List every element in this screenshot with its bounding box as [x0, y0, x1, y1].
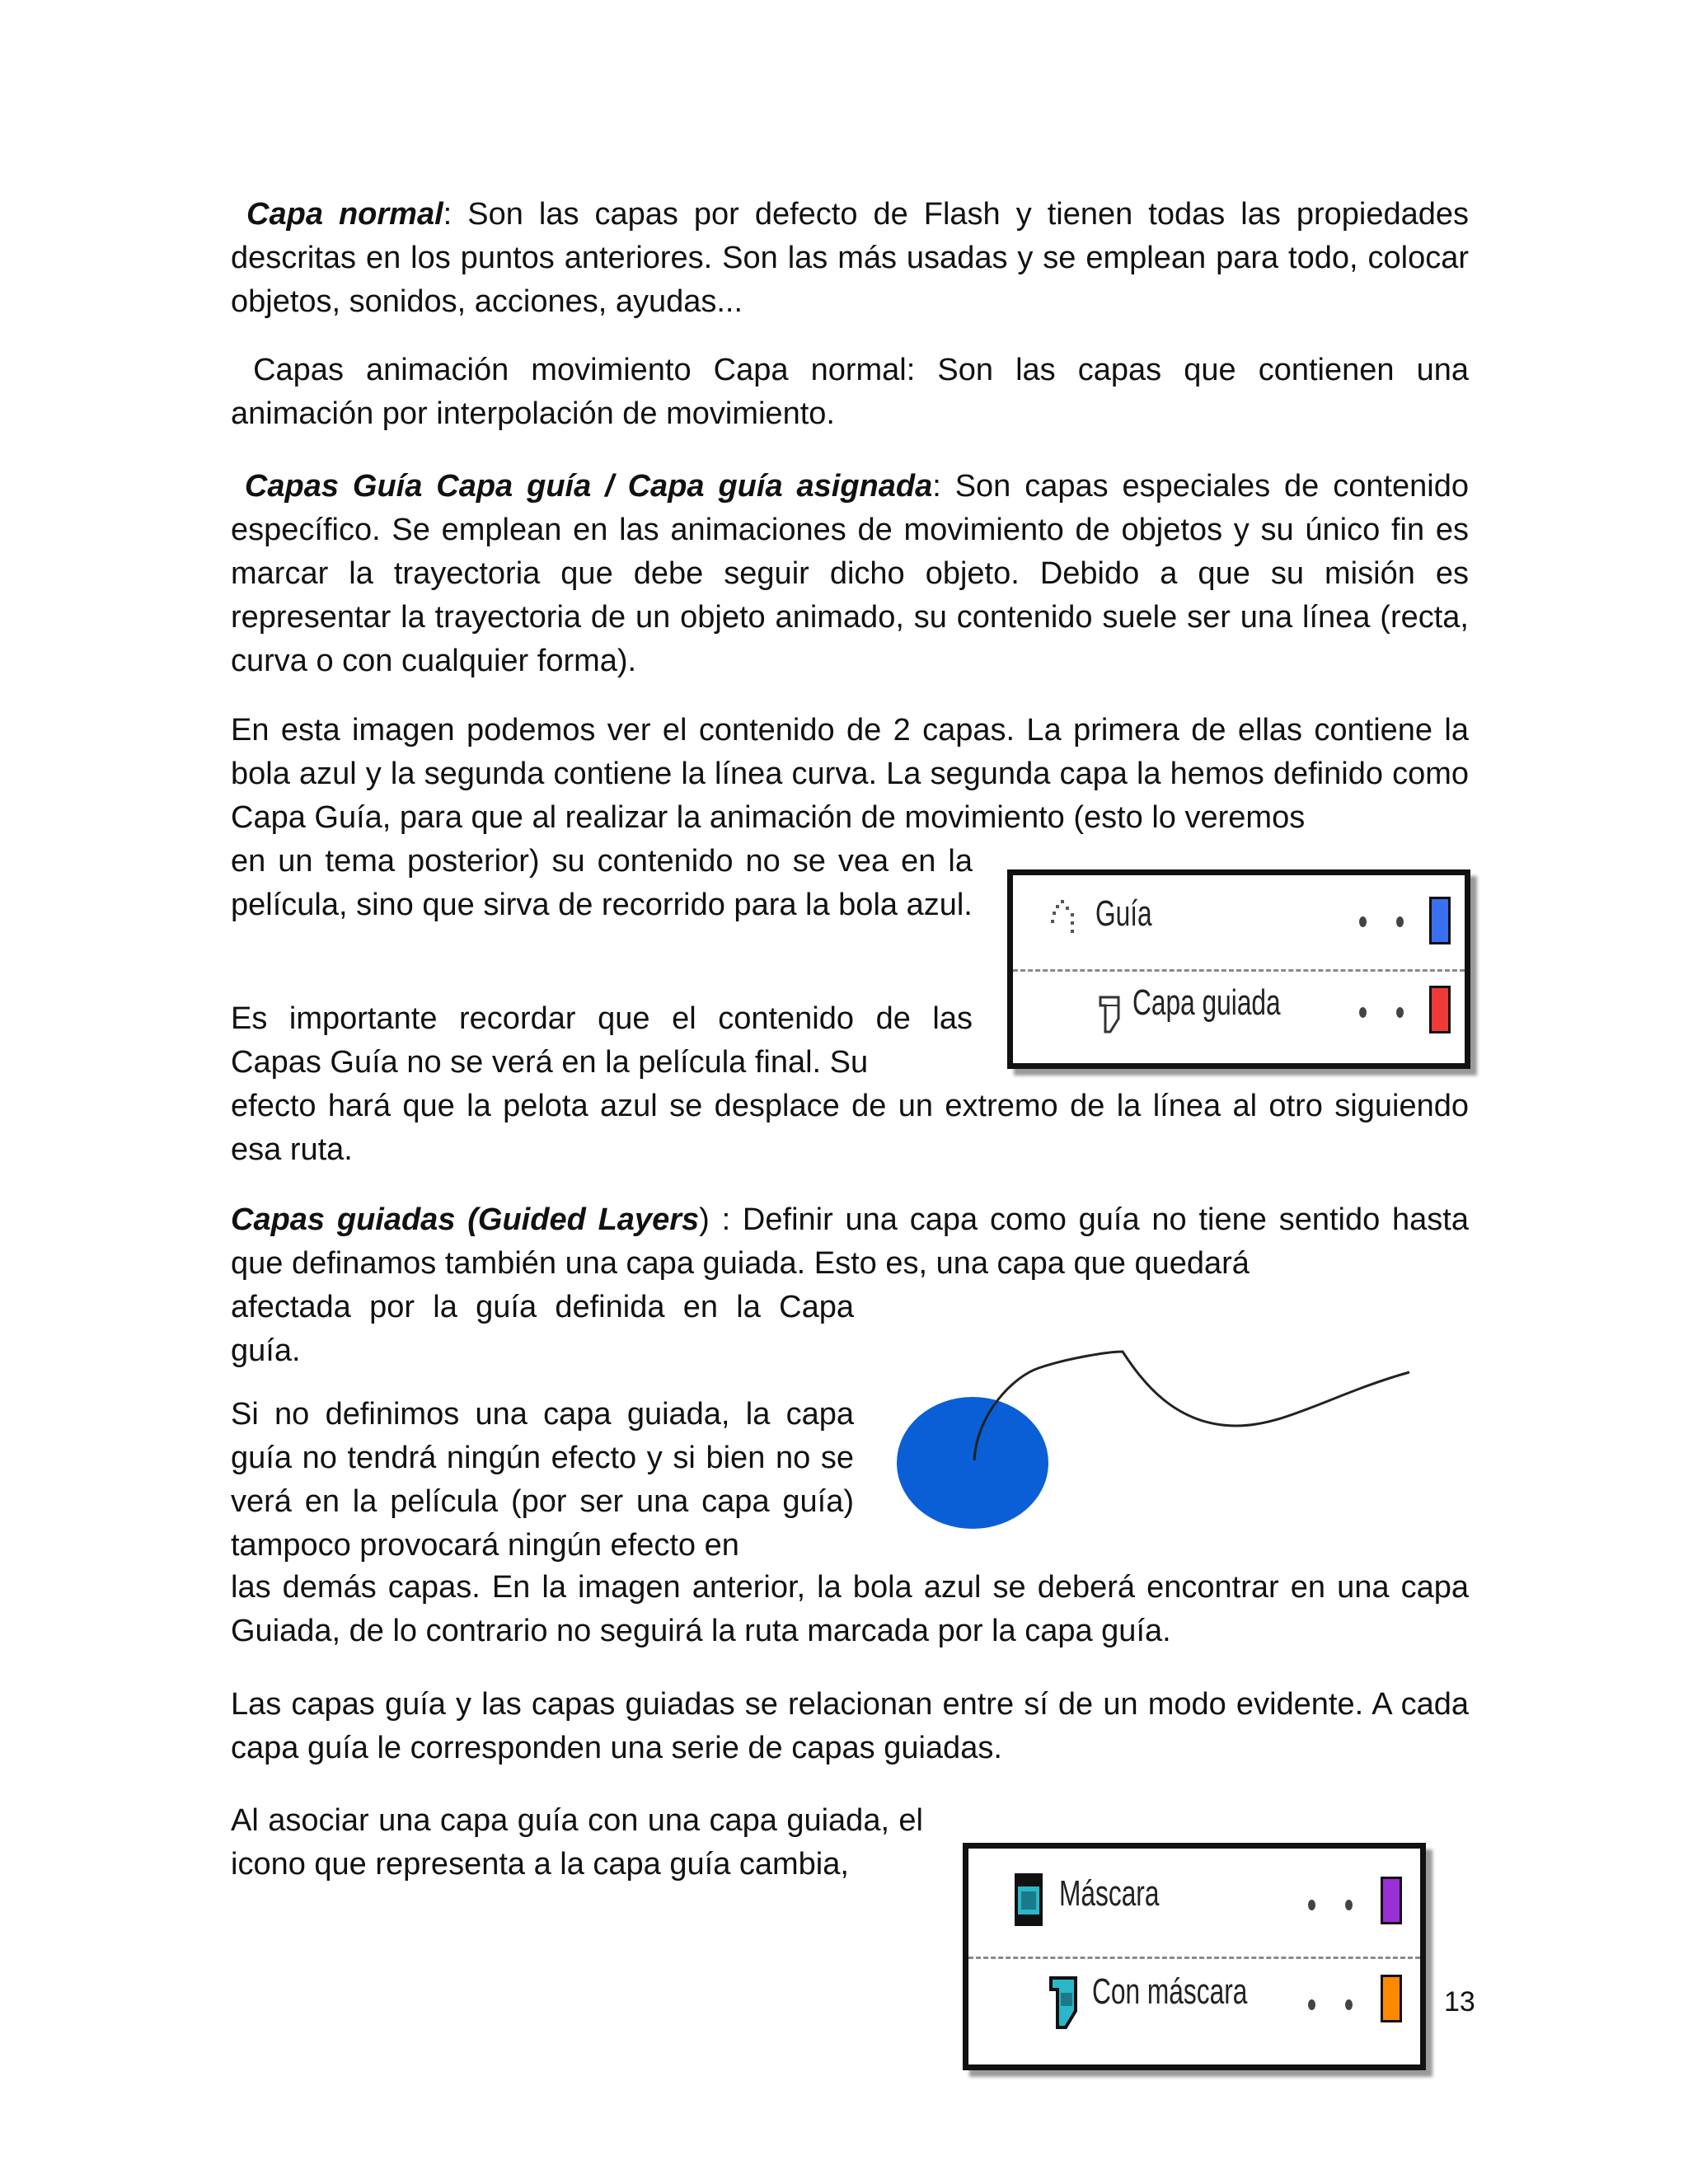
- layer-row-capa-guiada: [1013, 969, 1465, 1063]
- visibility-dot: [1359, 916, 1367, 927]
- paragraph-text: en un tema posterior) su contenido no se vea en la película, sino que sirva de recorrido para la bola azul.: [231, 844, 973, 922]
- lock-dot: [1345, 1999, 1353, 2010]
- layer-label-guia: Guía: [1095, 893, 1152, 934]
- layer-row-con-mascara: [968, 1957, 1420, 2064]
- paragraph-capa-normal: [231, 193, 1469, 324]
- paragraph-text: : Son las capas por defecto de Flash y tienen todas las propiedades descritas en los puntos anteriores. Son las más usadas y se emplean para todo, colocar objetos, sonidos, acciones, ayudas...: [231, 197, 1470, 319]
- visibility-dot: [1308, 1900, 1315, 1910]
- paragraph-capas-guia: [231, 465, 1469, 683]
- page-number: 13: [1444, 1986, 1475, 2018]
- paragraph-text: efecto hará que la pelota azul se desplace de un extremo de la línea al otro siguiendo esa ruta.: [231, 1089, 1469, 1167]
- layer-label-capa-guiada: Capa guiada: [1132, 982, 1281, 1023]
- paragraph-text: ) : Definir una capa como guía no tiene sentido hasta que definamos también una capa guiada. Esto es, una capa que quedará: [231, 1202, 1469, 1281]
- paragraph-text: Las capas guía y las capas guiadas se relacionan entre sí de un modo evidente. A cada capa guía le corresponden una serie de capas guiadas.: [231, 1687, 1469, 1765]
- paragraph-imagen-capas-cont: [231, 840, 973, 927]
- ball-guide-illustration: [890, 1335, 1426, 1533]
- term-capas-guiadas: Capas guiadas (Guided Layers: [231, 1202, 700, 1237]
- layer-label-mascara: Máscara: [1059, 1873, 1160, 1914]
- paragraph-si-no-definimos-cont: [231, 1566, 1469, 1653]
- paragraph-text: Es importante recordar que el contenido de las Capas Guía no se verá en la película final. Su: [231, 1001, 973, 1080]
- paragraph-capas-animacion: [231, 349, 1469, 436]
- paragraph-text: Si no definimos una capa guiada, la capa guía no tendrá ningún efecto y si bien no se verá en la película (por ser una capa guía) tampoco provocará ningún efecto en: [231, 1397, 854, 1563]
- layer-row-guia: [1013, 875, 1465, 972]
- guide-layer-icon: [1049, 897, 1082, 946]
- visibility-dot: [1308, 1999, 1315, 2010]
- guided-layer-icon: [1099, 994, 1123, 1035]
- figure-guide-layers-panel: [1007, 869, 1470, 1069]
- lock-dot: [1396, 916, 1404, 927]
- term-capas-guia: Capas Guía Capa guía / Capa guía asignada: [244, 469, 933, 504]
- visibility-dot: [1359, 1007, 1367, 1018]
- paragraph-capas-guiadas: [231, 1198, 1469, 1286]
- figure-mask-layers-panel: [963, 1843, 1426, 2070]
- paragraph-text: Al asociar una capa guía con una capa guiada, el icono que representa a la capa guía cambia,: [231, 1803, 923, 1882]
- blue-ball: [897, 1397, 1048, 1529]
- paragraph-importante: [231, 997, 973, 1085]
- paragraph-imagen-capas: [231, 709, 1469, 840]
- paragraph-asociar-capa: [231, 1799, 923, 1886]
- layer-color-swatch-orange: [1381, 1975, 1402, 2022]
- paragraph-si-no-definimos: [231, 1393, 854, 1568]
- layer-color-swatch-purple: [1381, 1877, 1402, 1924]
- lock-dot: [1345, 1900, 1353, 1910]
- paragraph-capas-guiadas-cont: [231, 1286, 854, 1373]
- mask-layer-icon: [1013, 1872, 1046, 1929]
- layer-color-swatch-red: [1429, 986, 1451, 1033]
- paragraph-importante-cont: [231, 1085, 1469, 1172]
- paragraph-text: las demás capas. En la imagen anterior, la bola azul se deberá encontrar en una capa Guiada, de lo contrario no seguirá la ruta marcada por la capa guía.: [231, 1570, 1469, 1648]
- paragraph-text: Capas animación movimiento Capa normal: Son las capas que contienen una animación por interpolación de movimiento.: [231, 353, 1469, 431]
- layer-label-con-mascara: Con máscara: [1092, 1971, 1248, 2012]
- layer-row-mascara: [968, 1849, 1420, 1959]
- lock-dot: [1396, 1007, 1404, 1018]
- layer-color-swatch-blue: [1429, 897, 1451, 944]
- paragraph-text: En esta imagen podemos ver el contenido de 2 capas. La primera de ellas contiene la bola azul y la segunda contiene la línea curva. La segunda capa la hemos definido como Capa Guía, para que al realizar la animación de movimiento (esto lo veremos: [231, 713, 1469, 835]
- paragraph-text: : Son capas especiales de contenido específico. Se emplean en las animaciones de movimiento de objetos y su único fin es marcar la trayectoria que debe seguir dicho objeto. Debido a que su misión es representar la trayectoria de un objeto animado, su contenido suele ser una línea (recta, curva o con cualquier forma).: [231, 469, 1469, 678]
- paragraph-text: afectada por la guía definida en la Capa guía.: [231, 1290, 854, 1368]
- term-capa-normal: Capa normal: [246, 197, 443, 232]
- masked-layer-icon: [1048, 1975, 1081, 2032]
- paragraph-relacion-capas: [231, 1683, 1469, 1770]
